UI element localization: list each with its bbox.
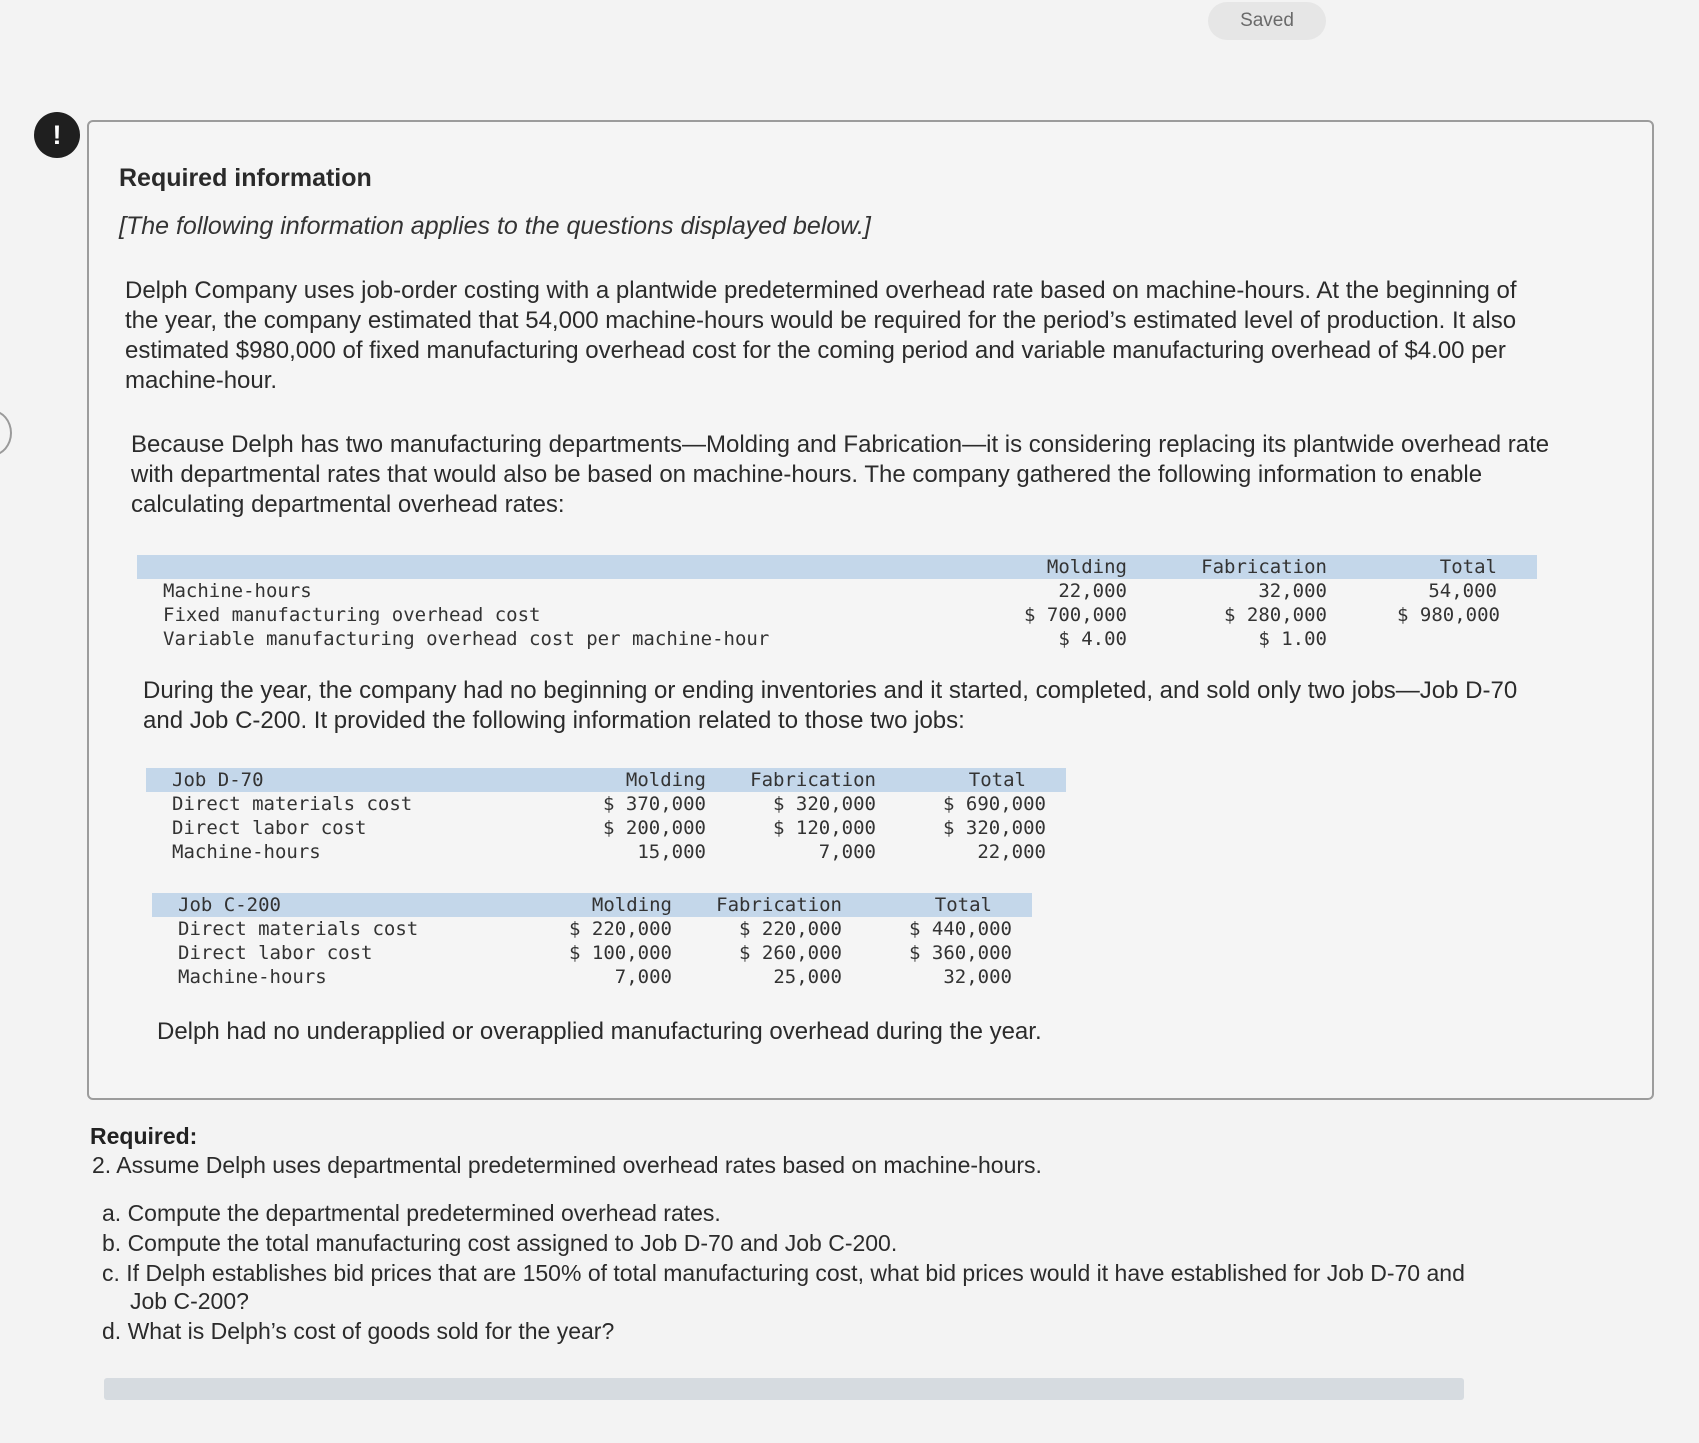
job-c200-table (152, 893, 1032, 993)
question-a: a. Compute the departmental predetermined overhead rates. (102, 1200, 721, 1226)
question-b: b. Compute the total manufacturing cost assigned to Job D-70 and Job C-200. (102, 1230, 898, 1256)
job-c200-title: Job C-200 (178, 894, 281, 916)
alert-icon: ! (34, 112, 80, 158)
required-intro: 2. Assume Delph uses departmental predetermined overhead rates based on machine-hours. (92, 1152, 1042, 1178)
job-c200-row-value: $ 220,000 (569, 918, 672, 940)
job-d70-row-value: $ 200,000 (603, 817, 706, 839)
job-d70-row-value: $ 320,000 (773, 793, 876, 815)
dept-header-molding: Molding (1046, 556, 1127, 578)
dept-row-value: 22,000 (1058, 580, 1127, 602)
job-d70-row-value: 7,000 (818, 841, 876, 863)
job-c200-row-value: $ 260,000 (739, 942, 842, 964)
job-c200-row-value: $ 100,000 (569, 942, 672, 964)
question-d: d. What is Delph’s cost of goods sold for the year? (102, 1318, 615, 1344)
job-c200-row-label: Direct labor cost (178, 942, 373, 964)
required-label: Required: (90, 1123, 198, 1149)
dept-row-value: 54,000 (1428, 580, 1497, 602)
dept-header-total: Total (1439, 556, 1497, 578)
dept-row-value: $ 700,000 (1024, 604, 1127, 626)
job-d70-row-value: 15,000 (637, 841, 706, 863)
job-c200-row-value: 32,000 (943, 966, 1012, 988)
job-d70-header-total: Total (968, 769, 1026, 791)
dept-header-fabrication: Fabrication (1201, 556, 1327, 578)
saved-status-badge: Saved (1208, 2, 1326, 40)
job-c200-row-value: $ 440,000 (909, 918, 1012, 940)
question-c-continued: Job C-200? (130, 1288, 249, 1314)
job-d70-row-label: Direct materials cost (172, 793, 413, 815)
job-c200-row-label: Machine-hours (178, 966, 327, 988)
job-c200-row-value: 25,000 (773, 966, 842, 988)
question-c: c. If Delph establishes bid prices that are 150% of total manufacturing cost, what bid prices would it have established for Job D-70 and (102, 1260, 1465, 1286)
edge-circle-decoration (0, 410, 12, 456)
job-d70-table (146, 768, 1066, 868)
job-d70-row-value: $ 120,000 (773, 817, 876, 839)
dept-row-value: $ 980,000 (1397, 604, 1500, 626)
department-table (137, 555, 1537, 655)
scenario-paragraph-4: Delph had no underapplied or overapplied manufacturing overhead during the year. (157, 1018, 1042, 1045)
job-d70-row-label: Direct labor cost (172, 817, 367, 839)
dept-row-value: $ 1.00 (1258, 628, 1327, 650)
dept-row-label: Variable manufacturing overhead cost per machine-hour (163, 628, 770, 650)
dept-row-label: Fixed manufacturing overhead cost (163, 604, 541, 626)
required-information-heading: Required information (119, 164, 372, 192)
job-d70-row-label: Machine-hours (172, 841, 321, 863)
dept-row-value: $ 280,000 (1224, 604, 1327, 626)
job-d70-row-value: $ 690,000 (943, 793, 1046, 815)
job-d70-title: Job D-70 (172, 769, 264, 791)
department-table-header-bar (137, 555, 1537, 579)
scenario-paragraph-3: During the year, the company had no beginning or ending inventories and it started, completed, and sold only two jobs—Job D-70 and Job C-200. It provided the following information related to those two jobs: (143, 677, 1518, 734)
dept-row-value: $ 4.00 (1058, 628, 1127, 650)
job-c200-header-total: Total (934, 894, 992, 916)
job-c200-row-value: $ 360,000 (909, 942, 1012, 964)
job-c200-header-fabrication: Fabrication (716, 894, 842, 916)
job-c200-row-value: 7,000 (614, 966, 672, 988)
dept-row-value: 32,000 (1258, 580, 1327, 602)
info-note: [The following information applies to the questions displayed below.] (119, 212, 871, 240)
scenario-paragraph-1: Delph Company uses job-order costing with a plantwide predetermined overhead rate based on machine-hours. At the beginning of the year, the company estimated that 54,000 machine-hours would be required for the period’s estimated level of production. It also estimated $980,000 of fixed manufacturing overhead cost for the coming period and variable manufacturing overhead of $4.00 per machine-hour. (125, 277, 1517, 394)
job-c200-row-label: Direct materials cost (178, 918, 419, 940)
job-d70-row-value: 22,000 (977, 841, 1046, 863)
dept-row-label: Machine-hours (163, 580, 312, 602)
job-c200-header-molding: Molding (591, 894, 672, 916)
job-c200-row-value: $ 220,000 (739, 918, 842, 940)
job-d70-header-fabrication: Fabrication (750, 769, 876, 791)
job-d70-row-value: $ 370,000 (603, 793, 706, 815)
job-d70-header-molding: Molding (625, 769, 706, 791)
job-d70-row-value: $ 320,000 (943, 817, 1046, 839)
bottom-scroll-bar (104, 1378, 1464, 1400)
scenario-paragraph-2: Because Delph has two manufacturing departments—Molding and Fabrication—it is considering replacing its plantwide overhead rate with departmental rates that would also be based on machine-hours. The company gathered the following information to enable calculating departmental overhead rates: (131, 431, 1550, 518)
